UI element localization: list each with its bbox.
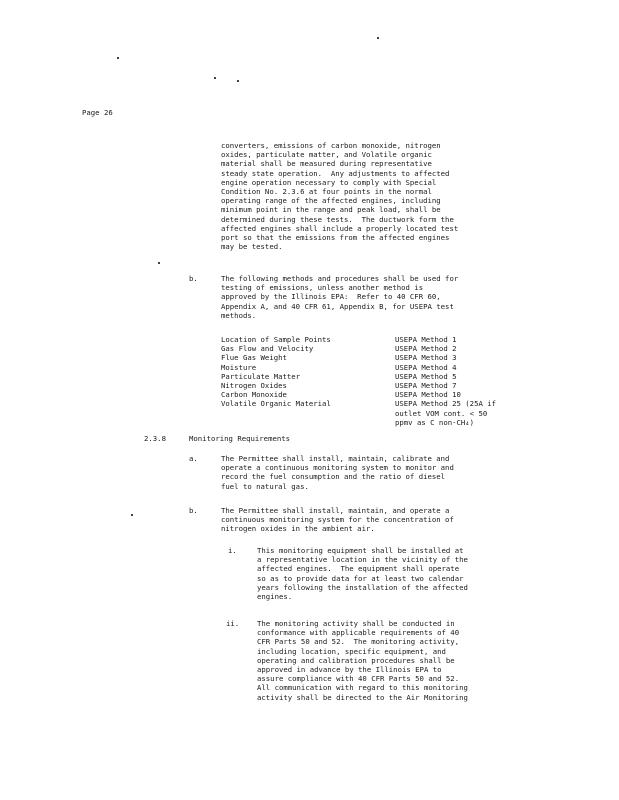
item-b-text [221, 274, 458, 320]
section-title: Monitoring Requirements [189, 434, 291, 443]
sample-location: Volatile Organic Material [221, 399, 331, 409]
text-line: The Permittee shall install, maintain, calibrate and [221, 454, 450, 463]
text-line: All communication with regard to this monitoring [257, 683, 468, 693]
scan-speck [214, 77, 216, 79]
text-line: testing of emissions, unless another method is [221, 283, 424, 293]
sample-location: Flue Gas Weight [221, 353, 287, 363]
test-method: USEPA Method 2 [395, 344, 457, 354]
intro-paragraph [221, 141, 458, 251]
sample-location: Gas Flow and Velocity [221, 344, 314, 354]
text-line: approved by the Illinois EPA: Refer to 40 CFR 60, [221, 292, 441, 302]
text-line: continuous monitoring system for the concentration of [221, 515, 454, 525]
scan-speck [117, 57, 119, 59]
test-method: outlet VOM cont. < 50 [395, 408, 488, 418]
text-line: affected engines shall include a properly located test [221, 223, 459, 233]
text-line: port so that the emissions from the affected engines [221, 232, 450, 242]
item-a-text [221, 454, 454, 491]
item-b2-text [221, 506, 454, 534]
section-number: 2.3.8 [144, 434, 166, 443]
text-line: affected engines. The equipment shall operate [257, 564, 460, 574]
text-line: operating range of the affected engines, including [221, 196, 441, 206]
text-line: material shall be measured during representative [221, 159, 432, 169]
test-method: USEPA Method 1 [395, 335, 457, 344]
scan-speck [131, 514, 133, 516]
item-a-label: a. [189, 454, 198, 463]
row-spacer [221, 418, 331, 427]
text-line: Appendix A, and 40 CFR 61, Appendix B, for USEPA test [221, 301, 454, 311]
scan-speck [158, 262, 160, 264]
text-line: This monitoring equipment shall be installed at [257, 546, 464, 555]
text-line: fuel to natural gas. [221, 481, 309, 491]
text-line: steady state operation. Any adjustments to affected [221, 168, 450, 178]
text-line: The following methods and procedures shall be used for [221, 274, 459, 283]
text-line: record the fuel consumption and the ratio of diesel [221, 472, 446, 482]
sample-location: Location of Sample Points [221, 335, 331, 344]
row-spacer [221, 409, 331, 418]
text-line: converters, emissions of carbon monoxide, nitrogen [221, 141, 441, 150]
test-method: USEPA Method 25 (25A if [395, 399, 497, 409]
text-line: methods. [221, 310, 257, 320]
scan-speck [377, 37, 379, 39]
item-b-label: b. [189, 274, 198, 283]
page-number: Page 26 [82, 108, 113, 117]
test-method: ppmv as C non-CH₄) [395, 417, 475, 427]
item-i-text [257, 546, 468, 601]
test-method: USEPA Method 7 [395, 380, 457, 390]
text-line: so as to provide data for at least two calendar [257, 573, 464, 583]
text-line: including location, specific equipment, and [257, 646, 446, 656]
scan-speck [237, 80, 239, 82]
text-line: approved in advance by the Illinois EPA to [257, 664, 442, 674]
text-line: activity shall be directed to the Air Monitoring [257, 692, 468, 702]
item-ii-label: ii. [226, 619, 240, 628]
test-method: USEPA Method 5 [395, 371, 457, 381]
text-line: years following the installation of the affected [257, 582, 468, 592]
text-line: The monitoring activity shall be conducted in [257, 619, 455, 628]
sample-location-column [221, 335, 331, 427]
text-line: operate a continuous monitoring system to monitor and [221, 463, 454, 473]
text-line: a representative location in the vicinity of the [257, 555, 468, 565]
text-line: nitrogen oxides in the ambient air. [221, 524, 375, 534]
text-line: CFR Parts 50 and 52. The monitoring activity, [257, 637, 460, 647]
sample-location: Particulate Matter [221, 371, 301, 381]
text-line: may be tested. [221, 242, 283, 252]
text-line: conformance with applicable requirements of 40 [257, 628, 460, 638]
text-line: determined during these tests. The ductwork form the [221, 214, 454, 224]
text-line: engines. [257, 591, 293, 601]
method-column [395, 335, 496, 427]
text-line: Condition No. 2.3.6 at four points in the normal [221, 186, 432, 196]
sample-location: Nitrogen Oxides [221, 380, 287, 390]
text-line: minimum point in the range and peak load, shall be [221, 205, 441, 215]
item-b2-label: b. [189, 506, 198, 515]
test-method: USEPA Method 10 [395, 390, 461, 400]
test-method: USEPA Method 3 [395, 353, 457, 363]
text-line: oxides, particulate matter, and Volatile organic [221, 150, 432, 160]
sample-location: Carbon Monoxide [221, 390, 287, 400]
text-line: operating and calibration procedures shall be [257, 655, 455, 665]
text-line: The Permittee shall install, maintain, and operate a [221, 506, 450, 515]
text-line: assure compliance with 40 CFR Parts 50 and 52. [257, 674, 460, 684]
test-method: USEPA Method 4 [395, 362, 457, 372]
item-ii-text [257, 619, 468, 702]
item-i-label: i. [228, 546, 237, 555]
sample-location: Moisture [221, 362, 257, 372]
text-line: engine operation necessary to comply with Special [221, 177, 437, 187]
